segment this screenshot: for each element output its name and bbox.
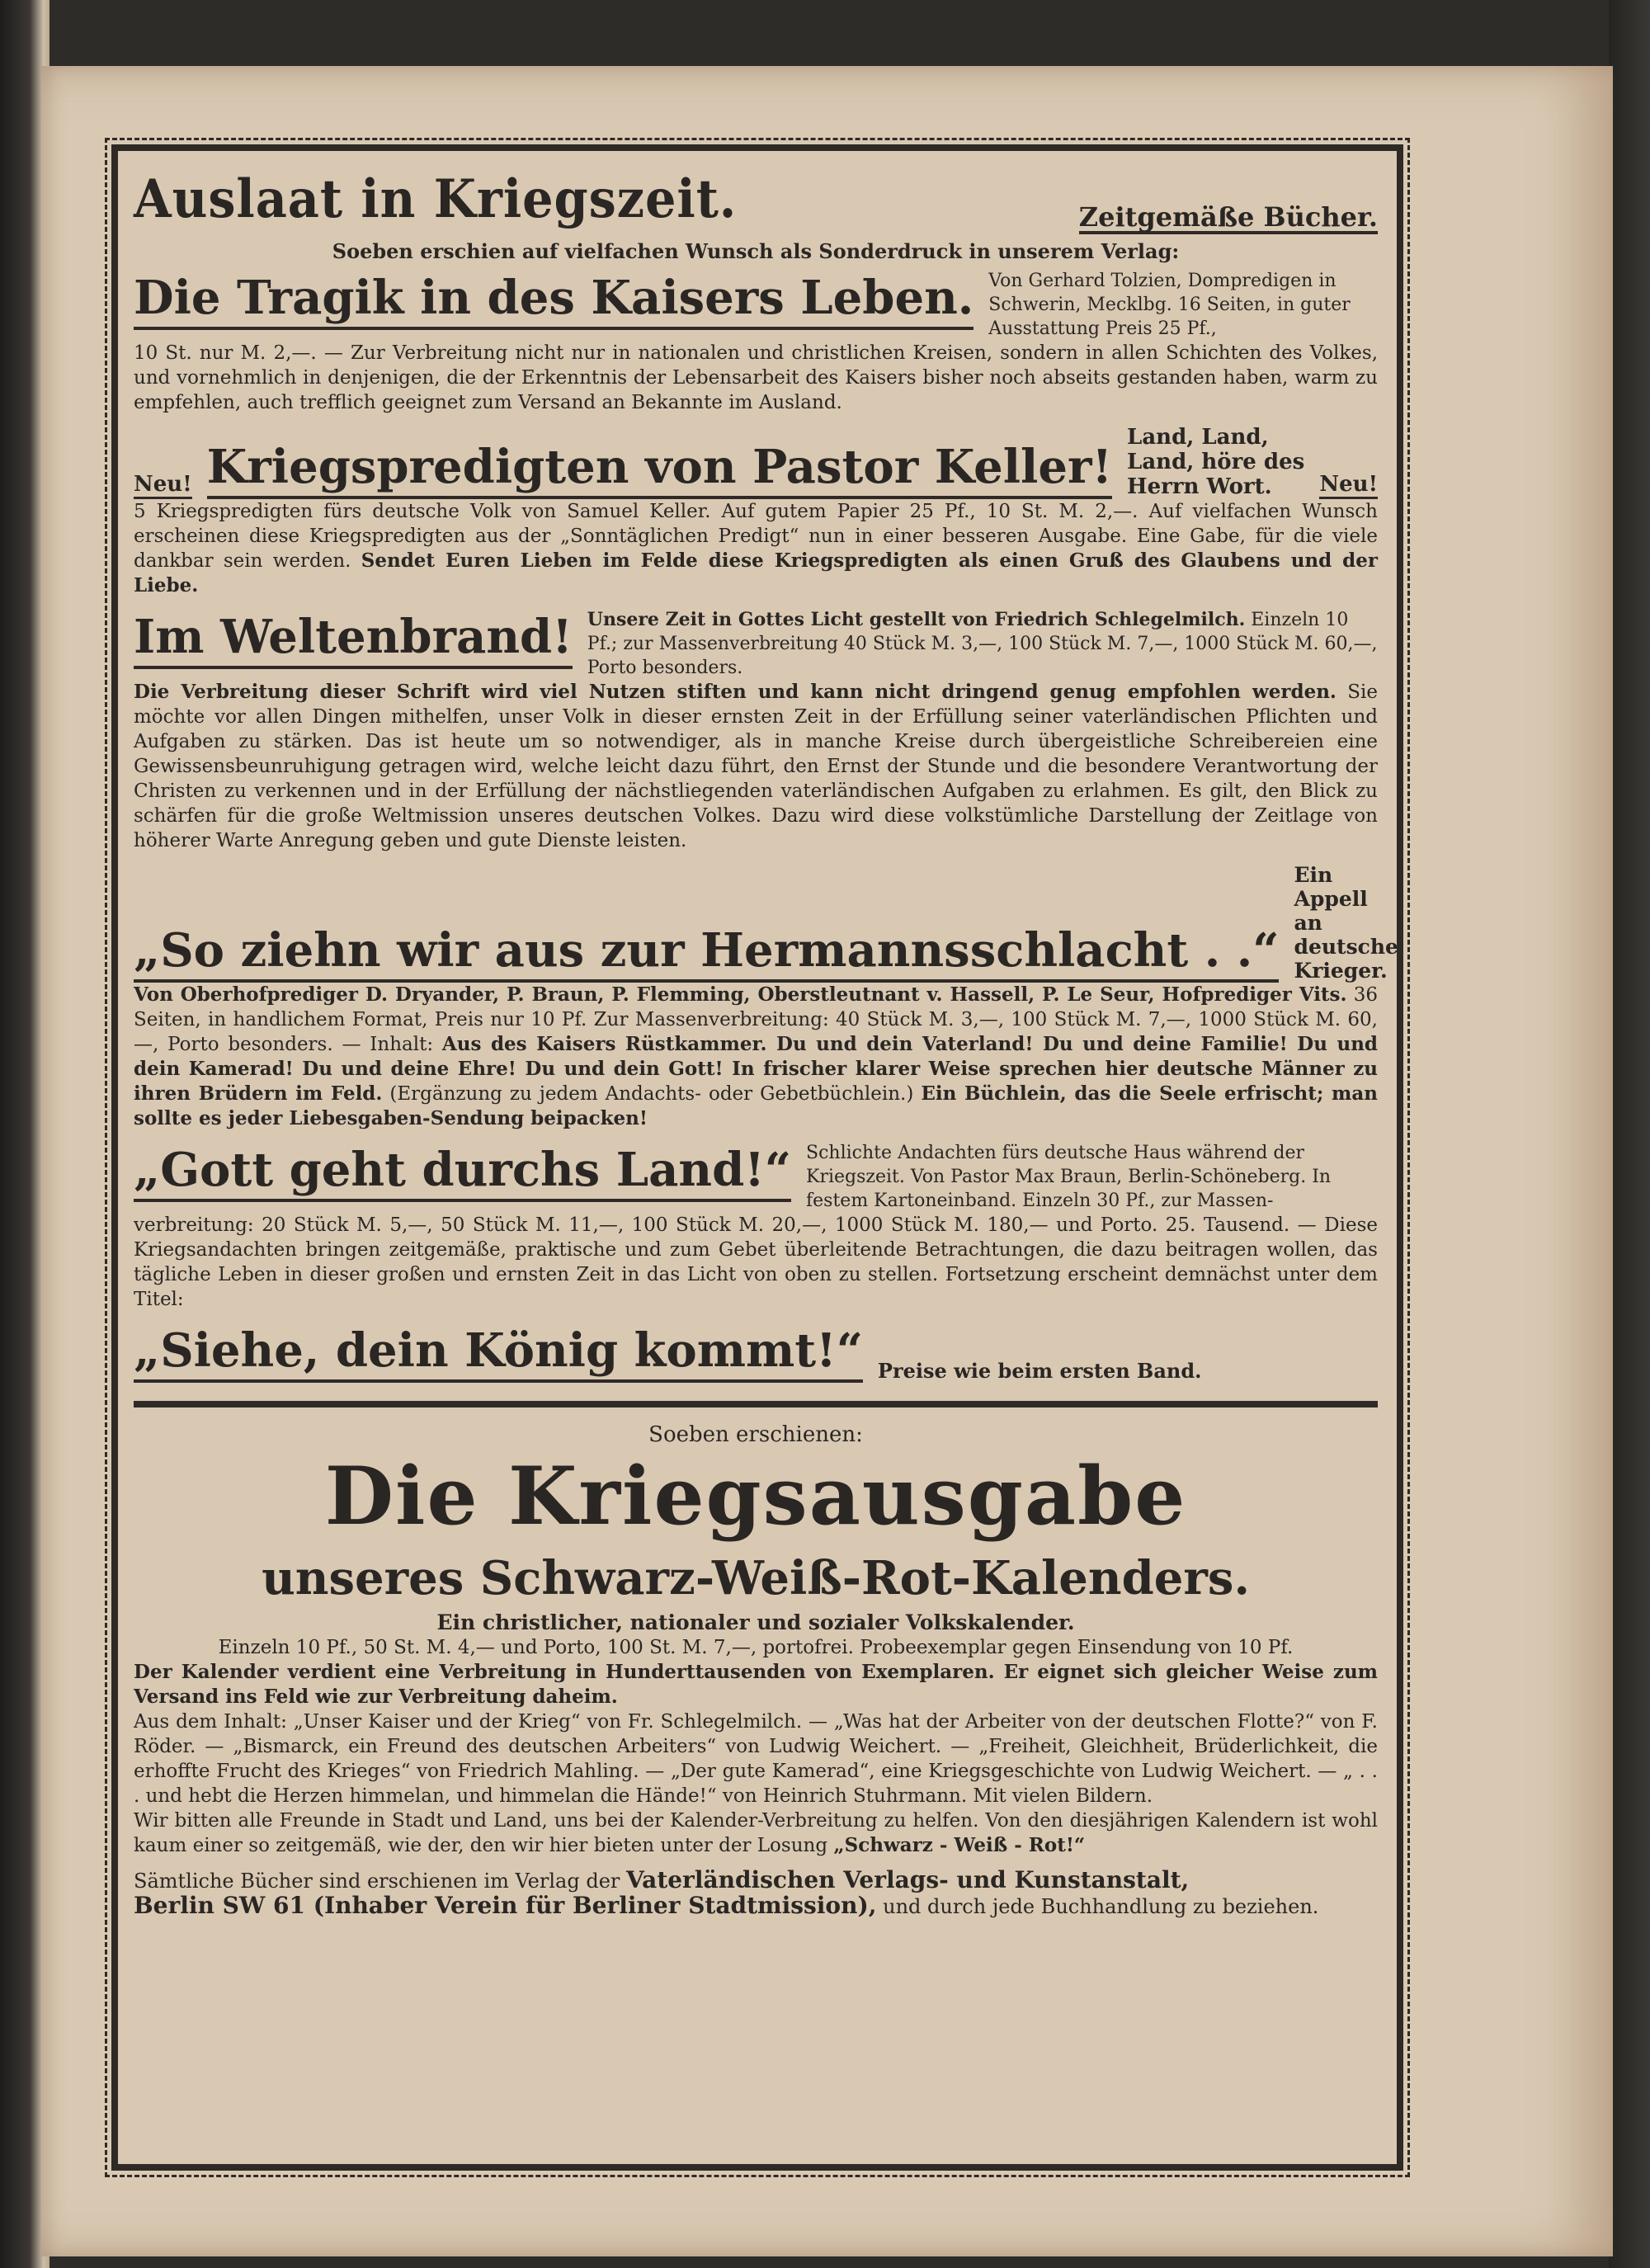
kalender-subtitle: unseres Schwarz-Weiß-Rot-Kalenders.: [262, 1551, 1250, 1606]
divider: [134, 1401, 1378, 1407]
section-tragik: [134, 269, 1378, 341]
book-cover-right: [1609, 0, 1650, 2268]
kalender-recommendation: Der Kalender verdient eine Verbreitung in Hunderttausenden von Exemplaren. Er eignet sich gleicher Weise zum Versand ins Feld wie zur Verbreitung daheim.: [134, 1661, 1378, 1708]
kalender-appeal-text: Wir bitten alle Freunde in Stadt und Land, uns bei der Kalender-Verbreitung zu helfen. Von den diesjährigen Kalendern ist wohl kaum einer so zeitgemäß, wie der, den wir hier bieten unter der Losung: [134, 1810, 1378, 1856]
weltenbrand-body-bold: Die Verbreitung dieser Schrift wird viel Nutzen stiften und kann nicht dringend genug empfohlen werden.: [134, 681, 1336, 703]
hermannsschlacht-note: (Ergänzung zu jedem Andachts- oder Gebetbüchlein.): [389, 1083, 914, 1105]
kalender-contents: Aus dem Inhalt: „Unser Kaiser und der Krieg“ von Fr. Schlegelmilch. — „Was hat der Arbeiter von der deutschen Flotte?“ von F. Röder. — „Bismarck, ein Freund des deutschen Arbeiters“ von Ludwig Weichert. — „Freiheit, Gleichheit, Brüderlichkeit, die erhoffte Frucht des Krieges“ von Friedrich Mahling. — „Der gute Kamerad“, eine Kriegsgeschichte von Ludwig Weichert. — „ . . . und hebt die Herzen himmelan, und himmelan die Hände!“ von Heinrich Stuhrmann. Mit vielen Bildern.: [134, 1711, 1378, 1807]
intro-text: Soeben erschien auf vielfachen Wunsch als Sonderdruck in unserem Verlag:: [332, 239, 1180, 263]
gott-geht-side: Schlichte Andachten fürs deutsche Haus während der Kriegszeit. Von Pastor Max Braun, Berlin-Schöneberg. In festem Kartoneinband. Einzeln 30 Pf., zur Massen-: [806, 1143, 1332, 1211]
weltenbrand-title: Im Weltenbrand!: [134, 608, 573, 669]
section-keller: [134, 425, 1378, 499]
hermannsschlacht-contents: Aus des Kaisers Rüstkammer. Du und dein Vaterland! Du und deine Familie! Du und dein Kamerad! Du und deine Ehre! Du und dein Gott! In frischer klarer Weise sprechen hier deutsche Männer zu ihren Brüdern im Feld.: [134, 1033, 1378, 1105]
hermannsschlacht-note-bold: Ein Büchlein, das die Seele erfrischt; man sollte es jeder Liebesgaben-Sendung beipacken!: [134, 1082, 1378, 1129]
gott-geht-title: „Gott geht durchs Land!“: [134, 1141, 791, 1202]
gott-geht-body: verbreitung: 20 Stück M. 5,—, 50 Stück M. 11,—, 100 Stück M. 20,—, 1000 Stück M. 180,— und Porto. 25. Tausend. — Diese Kriegsandachten bringen zeitgemäße, praktische und zum Gebet überleitende Betrachtungen, die dazu beitragen wollen, das tägliche Leben in dieser großen und ernsten Zeit in das Licht von oben zu stellen. Fortsetzung erscheint demnächst unter dem Titel:: [134, 1214, 1378, 1310]
publisher-footer: [134, 1868, 1378, 1919]
siehe-side: Preise wie beim ersten Band.: [877, 1359, 1202, 1383]
section-weltenbrand: [134, 608, 1378, 680]
weltenbrand-body-text: Sie möchte vor allen Dingen mithelfen, unser Volk in dieser ernsten Zeit in der Erfüllung seiner vaterländischen Pflichten und Aufgaben zu stärken. Das ist heute um so notwendiger, als in manche Kreise durch übergeistliche Schreibereien eine Gewissensbeunruhigung getragen wird, welche leicht dazu führt, den Ernst der Stunde und die besondere Verantwortung der Christen zu verkennen und in der Erfüllung der nächstliegenden vaterländischen Aufgaben zu erlahmen. Es gilt, den Blick zu schärfen für die große Weltmission unseres deutschen Volkes. Dazu wird diese volkstümliche Darstellung der Zeitlage von höherer Warte Anregung geben und gute Dienste leisten.: [134, 681, 1378, 851]
tragik-author: Von Gerhard Tolzien, Dompredigen in Schwerin, Mecklbg. 16 Seiten, in guter Ausstattung Preis 25 Pf.,: [988, 271, 1351, 339]
hermannsschlacht-title: „So ziehn wir aus zur Hermannsschlacht . .“: [134, 922, 1279, 983]
tragik-body: 10 St. nur M. 2,—. — Zur Verbreitung nicht nur in nationalen und christlichen Kreisen, sondern in allen Schichten des Volkes, und vornehmlich in denjenigen, die der Erkenntnis der Lebensarbeit des Kaisers bisher noch abseits gestanden haben, warm zu empfehlen, auch trefflich geeignet zum Versand an Bekannte im Ausland.: [134, 342, 1378, 413]
publisher-name: Vaterländischen Verlags- und Kunstanstalt,: [626, 1866, 1190, 1893]
weltenbrand-subtitle: Unsere Zeit in Gottes Licht gestellt von Friedrich Schlegelmilch.: [587, 609, 1246, 630]
hermannsschlacht-authors: Von Oberhofprediger D. Dryander, P. Braun, P. Flemming, Oberstleutnant v. Hassell, P. Le Seur, Hofprediger Vits.: [134, 983, 1347, 1006]
hermannsschlacht-body: [134, 983, 1378, 1131]
section-siehe: [134, 1322, 1378, 1383]
kalender-prices: Einzeln 10 Pf., 50 St. M. 4,— und Porto, 100 St. M. 7,—, portofrei. Probeexemplar gegen Einsendung von 10 Pf.: [218, 1637, 1294, 1658]
keller-motto: Land, Land, Land, höre des Herrn Wort.: [1127, 425, 1305, 499]
keller-body-bold: Sendet Euren Lieben im Felde diese Kriegspredigten als einen Gruß des Glaubens und der Liebe.: [134, 549, 1379, 596]
footer-line-2: [134, 1893, 1378, 1919]
kalender-slogan: „Schwarz - Weiß - Rot!“: [833, 1834, 1086, 1856]
section-hermannsschlacht: [134, 863, 1398, 983]
header-tag: Zeitgemäße Bücher.: [1078, 201, 1378, 233]
weltenbrand-side: [587, 608, 1378, 680]
kalender-appeal: [134, 1808, 1378, 1858]
main-title: Auslaat in Kriegszeit.: [134, 168, 738, 230]
publisher-address: Berlin SW 61 (Inhaber Verein für Berliner Stadtmission),: [134, 1892, 877, 1919]
footer-text-2: und durch jede Buchhandlung zu beziehen.: [883, 1895, 1319, 1918]
footer-text-1: Sämtliche Bücher sind erschienen im Verlag der: [134, 1870, 620, 1893]
section-gott-geht: [134, 1141, 1378, 1213]
advertisement-content: [134, 165, 1398, 1919]
keller-title: Kriegspredigten von Pastor Keller!: [207, 438, 1112, 499]
hermannsschlacht-side: Ein Appell an deutsche Krieger.: [1294, 863, 1398, 983]
keller-body-text: 5 Kriegspredigten fürs deutsche Volk von Samuel Keller. Auf gutem Papier 25 Pf., 10 St. M. 2,—. Auf vielfachen Wunsch erscheinen diese Kriegspredigten aus der „Sonntäglichen Predigt“ nun in einer besseren Ausgabe. Eine Gabe, für die viele dankbar sein werden.: [134, 501, 1378, 572]
page: [41, 66, 1613, 2256]
neu-badge-left: Neu!: [134, 472, 192, 499]
header-row: [134, 165, 1378, 234]
intro-line: [134, 239, 1378, 264]
kalender-tagline: Ein christlicher, nationaler und sozialer Volkskalender.: [436, 1610, 1075, 1634]
tragik-title: Die Tragik in des Kaisers Leben.: [134, 269, 974, 330]
neu-badge-right: Neu!: [1319, 472, 1378, 499]
siehe-title: „Siehe, dein König kommt!“: [134, 1322, 863, 1383]
keller-body: [134, 499, 1378, 598]
hermannsschlacht-details: 36 Seiten, in handlichem Format, Preis nur 10 Pf. Zur Massenverbreitung: 40 Stück M. 3,—, 100 Stück M. 7,—, 1000 Stück M. 60,—, Porto besonders. — Inhalt:: [134, 984, 1378, 1055]
kalender-intro: Soeben erschienen:: [648, 1422, 863, 1447]
weltenbrand-prices: Einzeln 10 Pf.; zur Massenverbreitung 40 Stück M. 3,—, 100 Stück M. 7,—, 1000 Stück M. 60,—, Porto besonders.: [587, 610, 1378, 678]
weltenbrand-body: [134, 680, 1378, 853]
kalender-title: Die Kriegsausgabe: [324, 1450, 1187, 1543]
footer-line-1: [134, 1868, 1378, 1893]
